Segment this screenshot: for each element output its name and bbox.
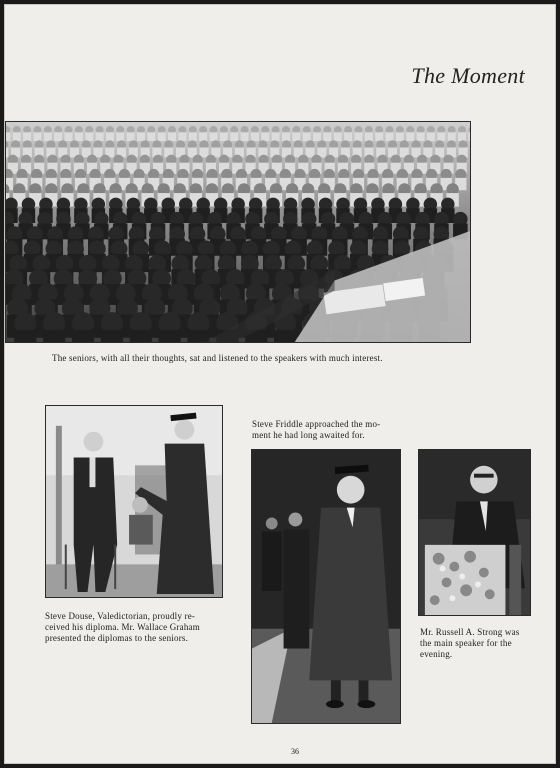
speaker-caption bbox=[420, 627, 545, 660]
diploma-caption-line: presented the diplomas to the seniors. bbox=[45, 633, 189, 643]
speaker-photo bbox=[418, 449, 531, 616]
walk-photo-image bbox=[252, 450, 400, 723]
walk-caption-line: ment he had long awaited for. bbox=[252, 430, 365, 440]
audience-caption bbox=[52, 353, 492, 364]
page-title: The Moment bbox=[411, 63, 525, 88]
diploma-caption-line: ceived his diploma. Mr. Wallace Graham bbox=[45, 622, 200, 632]
diploma-photo-image bbox=[46, 406, 222, 597]
walk-caption bbox=[252, 419, 422, 441]
diploma-photo bbox=[45, 405, 223, 598]
audience-photo bbox=[5, 121, 471, 343]
speaker-caption-line: Mr. Russell A. Strong was bbox=[420, 627, 520, 637]
audience-photo-image bbox=[6, 122, 470, 342]
speaker-caption-line: evening. bbox=[420, 649, 453, 659]
page-number: 36 bbox=[291, 747, 299, 756]
yearbook-page bbox=[4, 4, 556, 764]
walk-caption-line: Steve Friddle approached the mo- bbox=[252, 419, 381, 429]
audience-caption-text: The seniors, with all their thoughts, sat and listened to the speakers with much interest. bbox=[52, 353, 383, 363]
walk-photo bbox=[251, 449, 401, 724]
speaker-caption-line: the main speaker for the bbox=[420, 638, 512, 648]
diploma-caption-line: Steve Douse, Valedictorian, proudly re- bbox=[45, 611, 196, 621]
diploma-caption bbox=[45, 611, 235, 644]
speaker-photo-image bbox=[419, 450, 530, 615]
